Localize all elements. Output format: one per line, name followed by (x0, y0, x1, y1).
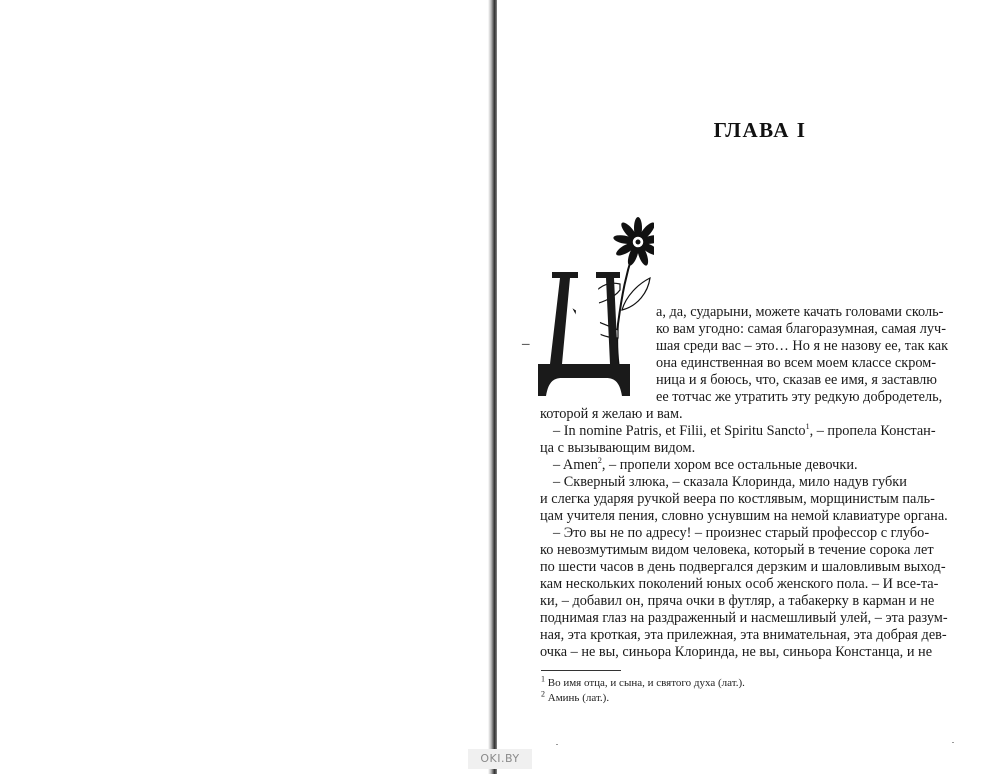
text-line: ки, – добавил он, пряча очки в футляр, а табакерку в карман и не (540, 593, 935, 609)
text-line: шая среди вас – это… Но я не назову ее, так как (656, 338, 949, 354)
text-line: цам учителя пения, словно уснувшим на немой клавиатуре органа. (540, 508, 948, 524)
text-line: по шести часов в день подвергался дерзким и шаловливым выход- (540, 559, 946, 575)
text-line: и слегка ударяя ручкой веера по костлявым, морщинистым паль- (540, 491, 935, 507)
footnote: $^1$ Во имя отца, и сына, и святого духа (лат.). (541, 674, 745, 689)
text-line: а, да, сударыни, можете качать головами сколь- (656, 304, 944, 320)
text-line: – Скверный злюка, – сказала Клоринда, мило надув губки (553, 474, 907, 490)
footnote: $^2$ Аминь (лат.). (541, 689, 610, 704)
print-speck (556, 744, 558, 745)
text-line: ко невозмутимым видом человека, который в течение сорока лет (540, 542, 934, 558)
chapter-title: ГЛАВА I (713, 118, 807, 142)
text-line: ее тотчас же утратить эту редкую добродетель, (656, 389, 943, 405)
text-line: поднимая глаз на раздраженный и насмешливый улей, – эта разум- (540, 610, 948, 626)
text-line: – Amen$^2$, – пропели хором все остальные девочки. (553, 456, 858, 473)
dropcap-flower-letter-icon (534, 214, 654, 410)
dialogue-dash: – (522, 336, 530, 352)
text-line: ко вам угодно: самая благоразумная, самая луч- (656, 321, 946, 337)
text-line: она единственная во всем моем классе скром- (656, 355, 937, 371)
text-line: ная, эта кроткая, эта прилежная, эта внимательная, эта добрая дев- (540, 627, 947, 643)
footnote-mark[interactable]: 1 (805, 422, 810, 432)
watermark: OKI.BY (468, 749, 532, 769)
footnote-divider (541, 670, 621, 671)
footnote-mark[interactable]: 2 (597, 456, 602, 466)
dropcap-illustration (534, 214, 654, 410)
left-page-blank (0, 0, 490, 774)
print-speck (952, 742, 954, 743)
text-line: кам нескольких поколений юных особ женского пола. – И все-та- (540, 576, 939, 592)
text-line: ница и я боюсь, что, сказав ее имя, я заставлю (656, 372, 937, 388)
text-line: – Это вы не по адресу! – произнес старый профессор с глубо- (553, 525, 930, 541)
text-line: которой я желаю и вам. (540, 406, 683, 422)
text-line: ца с вызывающим видом. (540, 440, 696, 456)
text-line: очка – не вы, синьора Клоринда, не вы, синьора Констанца, и не (540, 644, 933, 660)
text-line: – In nomine Patris, et Filii, et Spiritu Sancto$^1$, – пропела Констан- (553, 422, 936, 439)
